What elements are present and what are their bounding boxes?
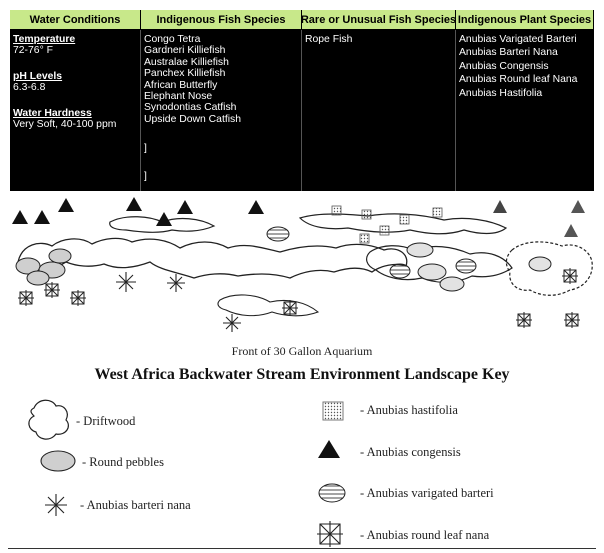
- round-leaf-nana-marker: [564, 312, 580, 328]
- pebble-marker: [440, 277, 464, 291]
- congensis-icon: [318, 440, 340, 458]
- fish-item: Synodontias Catfish: [144, 102, 237, 114]
- key-pebbles-label: - Round pebbles: [82, 455, 164, 469]
- key-hastifolia-label: - Anubias hastifolia: [360, 403, 458, 417]
- key-title: West Africa Backwater Stream Environment Landscape Key: [94, 366, 510, 383]
- fish-item: Panchex Killiefish: [144, 68, 226, 80]
- fish-item: ]: [144, 170, 147, 182]
- round-leaf-nana-marker: [516, 312, 532, 328]
- plant-item: Anubias Hastifolia: [459, 87, 543, 99]
- round-leaf-nana-marker: [562, 268, 578, 284]
- header-rare-fish: Rare or Unusual Fish Species: [302, 10, 456, 30]
- plant-item: Anubias Congensis: [459, 60, 549, 72]
- plant-item: Anubias Barteri Nana: [459, 47, 558, 59]
- congensis-marker: [571, 200, 585, 213]
- diagram-caption: Front of 30 Gallon Aquarium: [231, 344, 373, 358]
- congensis-marker: [493, 200, 507, 213]
- pebble-marker: [418, 264, 446, 280]
- fish-item: Congo Tetra: [144, 34, 201, 45]
- varigated-barteri-marker: [267, 227, 289, 241]
- round-leaf-nana-marker: [18, 290, 34, 306]
- hastifolia-marker: [380, 226, 389, 235]
- ph-value: 6.3-6.8: [13, 82, 46, 94]
- hastifolia-marker: [433, 208, 442, 217]
- pebble-marker: [49, 249, 71, 263]
- hardness-value: Very Soft, 40-100 ppm: [13, 119, 117, 131]
- aquarium-layout-diagram: [0, 192, 604, 342]
- round-pebbles-icon: [41, 451, 75, 471]
- hastifolia-marker: [362, 210, 371, 219]
- driftwood-outline: [218, 295, 318, 316]
- congensis-marker: [126, 197, 142, 211]
- congensis-marker: [34, 210, 50, 224]
- key-congensis-label: - Anubias congensis: [360, 445, 461, 459]
- congensis-marker: [12, 210, 28, 224]
- key-round-leaf-nana-label: - Anubias round leaf nana: [360, 528, 490, 542]
- driftwood-outline: [18, 238, 407, 278]
- plant-item: Anubias Round leaf Nana: [459, 74, 578, 86]
- fish-item: Upside Down Catfish: [144, 113, 242, 125]
- pebble-marker: [529, 257, 551, 271]
- hastifolia-icon: [323, 402, 343, 420]
- rare-fish-cell: [302, 30, 456, 191]
- round-leaf-nana-marker: [282, 300, 298, 316]
- hardness-label: Water Hardness: [13, 107, 92, 119]
- fish-item: Australae Killiefish: [144, 56, 229, 68]
- key-varigated-barteri-label: - Anubias varigated barteri: [360, 486, 494, 500]
- key-barteri-nana-label: - Anubias barteri nana: [80, 498, 191, 512]
- plant-item: Anubias Varigated Barteri: [459, 34, 577, 45]
- fish-item: African Butterfly: [144, 79, 218, 91]
- fish-item: Gardneri Killiefish: [144, 45, 226, 57]
- congensis-marker: [177, 200, 193, 214]
- congensis-marker: [156, 212, 172, 226]
- water-conditions-cell: [10, 30, 141, 191]
- header-plant-species: Indigenous Plant Species: [456, 10, 594, 30]
- hastifolia-marker: [360, 234, 369, 243]
- hastifolia-marker: [332, 206, 341, 215]
- indigenous-fish-cell: [141, 30, 302, 191]
- barteri-nana-marker: [167, 274, 185, 292]
- varigated-barteri-marker: [456, 259, 476, 273]
- driftwood-icon: [29, 400, 68, 439]
- barteri-nana-marker: [116, 272, 136, 292]
- pebble-marker: [407, 243, 433, 257]
- fish-item: Elephant Nose: [144, 91, 213, 103]
- congensis-marker: [248, 200, 264, 214]
- bottom-rule: [8, 548, 596, 549]
- varigated-barteri-icon: [319, 484, 345, 502]
- congensis-marker: [564, 224, 578, 237]
- ph-label: pH Levels: [13, 70, 63, 82]
- header-indigenous-fish: Indigenous Fish Species: [141, 10, 302, 30]
- header-water-conditions: Water Conditions: [10, 10, 141, 30]
- species-table: [10, 10, 594, 191]
- barteri-nana-marker: [223, 314, 241, 332]
- barteri-nana-icon: [45, 494, 67, 516]
- congensis-marker: [58, 198, 74, 212]
- plant-species-cell: [456, 30, 594, 191]
- round-leaf-nana-marker: [70, 290, 86, 306]
- fish-item: ]: [144, 143, 147, 155]
- rare-fish-item: Rope Fish: [305, 34, 353, 45]
- temperature-value: 72-76° F: [13, 45, 53, 57]
- varigated-barteri-marker: [390, 264, 410, 278]
- hastifolia-marker: [400, 215, 409, 224]
- round-leaf-nana-icon: [317, 521, 343, 547]
- driftwood-outline: [506, 242, 592, 295]
- key-driftwood-label: - Driftwood: [76, 414, 136, 428]
- pebble-marker: [27, 271, 49, 285]
- temperature-label: Temperature: [13, 34, 76, 45]
- round-leaf-nana-marker: [44, 282, 60, 298]
